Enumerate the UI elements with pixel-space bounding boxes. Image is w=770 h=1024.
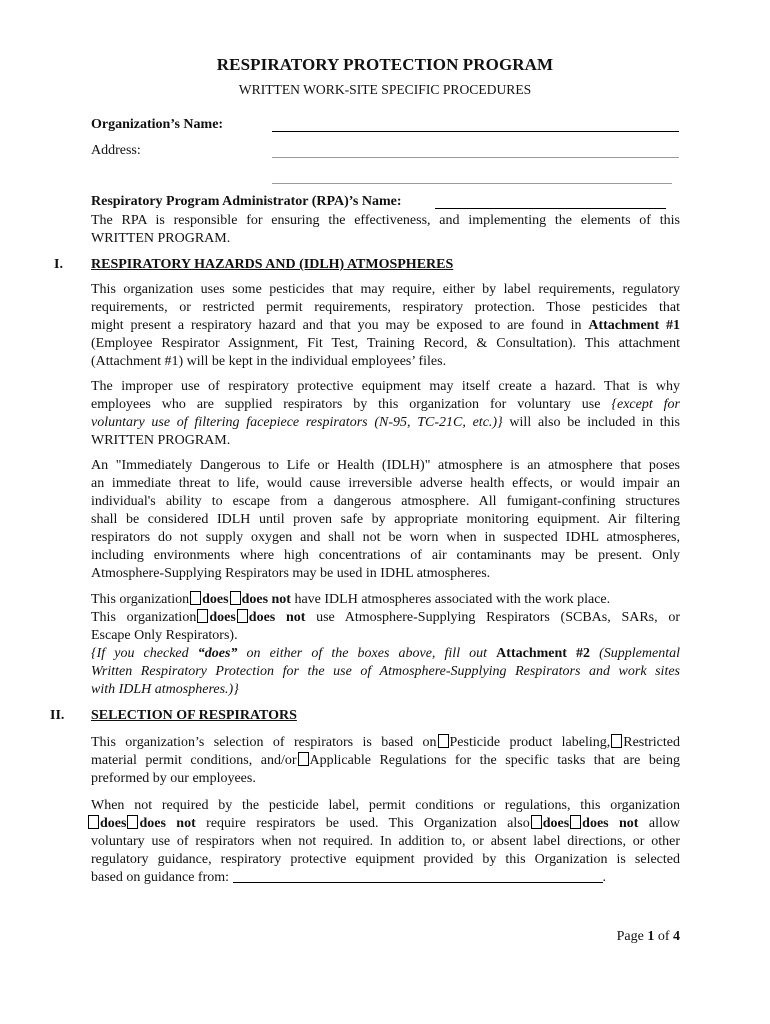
attachment-1-ref: Attachment #1 xyxy=(588,318,680,333)
idlh-question: This organization does does not have IDLH atmospheres associated with the work place. xyxy=(91,592,611,607)
rpa-name-label: Respiratory Program Administrator (RPA)’s Name: xyxy=(91,194,402,209)
org-name-label: Organization’s Name: xyxy=(91,117,224,132)
required-does-checkbox[interactable] xyxy=(88,815,99,829)
address-field-line-2[interactable] xyxy=(272,183,672,184)
section-1-heading: RESPIRATORY HAZARDS AND (IDLH) ATMOSPHERES xyxy=(91,257,454,272)
asr-question: This organization does does not use Atmosphere-Supplying Respirators (SCBAs, SARs, or xyxy=(91,610,680,625)
voluntary-does-not-checkbox[interactable] xyxy=(570,815,581,829)
idlh-does-not-checkbox[interactable] xyxy=(230,591,241,605)
document-title: RESPIRATORY PROTECTION PROGRAM xyxy=(216,55,554,74)
address-label: Address: xyxy=(91,143,141,158)
voluntary-does-checkbox[interactable] xyxy=(531,815,542,829)
section-2-number: II. xyxy=(50,708,65,723)
section-1-paragraph-3: An "Immediately Dangerous to Life or Health (IDLH)" atmosphere is an atmosphere that poses an immediate threat to life, would cause irreversible adverse health effects, or would impair an individual's ability to escape from a dangerous atmosphere. All fumigant-confining structures shall be considered IDLH until proven safe by appropriate monitoring equipment. Air filtering respirators do not supply oxygen and shall not be worn when in suspected IDHL atmospheres, including environments where high concentrations of air contaminants may be present. Only Atmosphere-Supplying Respirators may be used in IDHL atmospheres. xyxy=(91,458,680,581)
page-number: Page 1 of 4 xyxy=(616,929,680,944)
section-2-paragraph-1: This organization’s selection of respirators is based on Pesticide product labeling, Restricted material permit conditions, and/or Applicable Regulations for the specific tasks that are being preformed by our employees. xyxy=(91,735,680,786)
org-name-field[interactable] xyxy=(272,131,679,132)
asr-does-not-checkbox[interactable] xyxy=(237,609,248,623)
guidance-source-field[interactable] xyxy=(233,870,603,883)
rpa-description: The RPA is responsible for ensuring the effectiveness, and implementing the elements of this WRITTEN PROGRAM. xyxy=(91,213,680,246)
pesticide-labeling-checkbox[interactable] xyxy=(438,734,449,748)
section-2-heading: SELECTION OF RESPIRATORS xyxy=(91,708,297,723)
asr-does-checkbox[interactable] xyxy=(197,609,208,623)
idlh-does-checkbox[interactable] xyxy=(190,591,201,605)
section-1-paragraph-1: This organization uses some pesticides that may require, either by label requirements, regulatory requirements, or restricted permit requirements, respiratory protection. Those pesticides that might present a respiratory hazard and that you may be exposed to are found in Attachment #1 (Employee Respirator Assignment, Fit Test, Training Record, & Consultation). This attachment (Attachment #1) will be kept in the individual employees’ files. xyxy=(91,282,680,369)
section-1-number: I. xyxy=(54,257,63,272)
rpa-name-field[interactable] xyxy=(435,208,666,209)
section-2-paragraph-2: When not required by the pesticide label, permit conditions or regulations, this organization does does not require respirators be used. This Organization also does does not allow voluntary use of respirators when not required. In addition to, or absent label directions, or other regulatory guidance, respiratory protective equipment provided by this Organization is selected based on guidance from: . xyxy=(91,797,680,887)
attachment-2-note: {If you checked “does” on either of the boxes above, fill out Attachment #2 (Supplemental xyxy=(91,646,680,661)
address-field-line-1[interactable] xyxy=(272,157,679,158)
required-use-question: does does not require respirators be used. This Organization also does does not allow xyxy=(91,815,680,833)
document-subtitle: WRITTEN WORK-SITE SPECIFIC PROCEDURES xyxy=(238,82,532,97)
section-1-paragraph-2: The improper use of respiratory protective equipment may itself create a hazard. That is why employees who are supplied respirators by this organization for voluntary use {except for voluntary use of filtering facepiece respirators (N-95, TC-21C, etc.)} will also be included in this WRITTEN PROGRAM. xyxy=(91,379,681,448)
restricted-material-checkbox[interactable] xyxy=(611,734,622,748)
section-1-paragraph-4: This organization does does not have IDLH atmospheres associated with the work place. This organization does does not use Atmosphere-Supplying Respirators (SCBAs, SARs, or Escape Only Respirators). {If you checked “does” on either of the boxes above, fill out Attachment #2 (Supplemental Written Respiratory Protection for the use of Atmosphere-Supplying Respirators and work sites with IDLH atmospheres.)} xyxy=(91,592,680,697)
applicable-regulations-checkbox[interactable] xyxy=(298,752,309,766)
required-does-not-checkbox[interactable] xyxy=(127,815,138,829)
